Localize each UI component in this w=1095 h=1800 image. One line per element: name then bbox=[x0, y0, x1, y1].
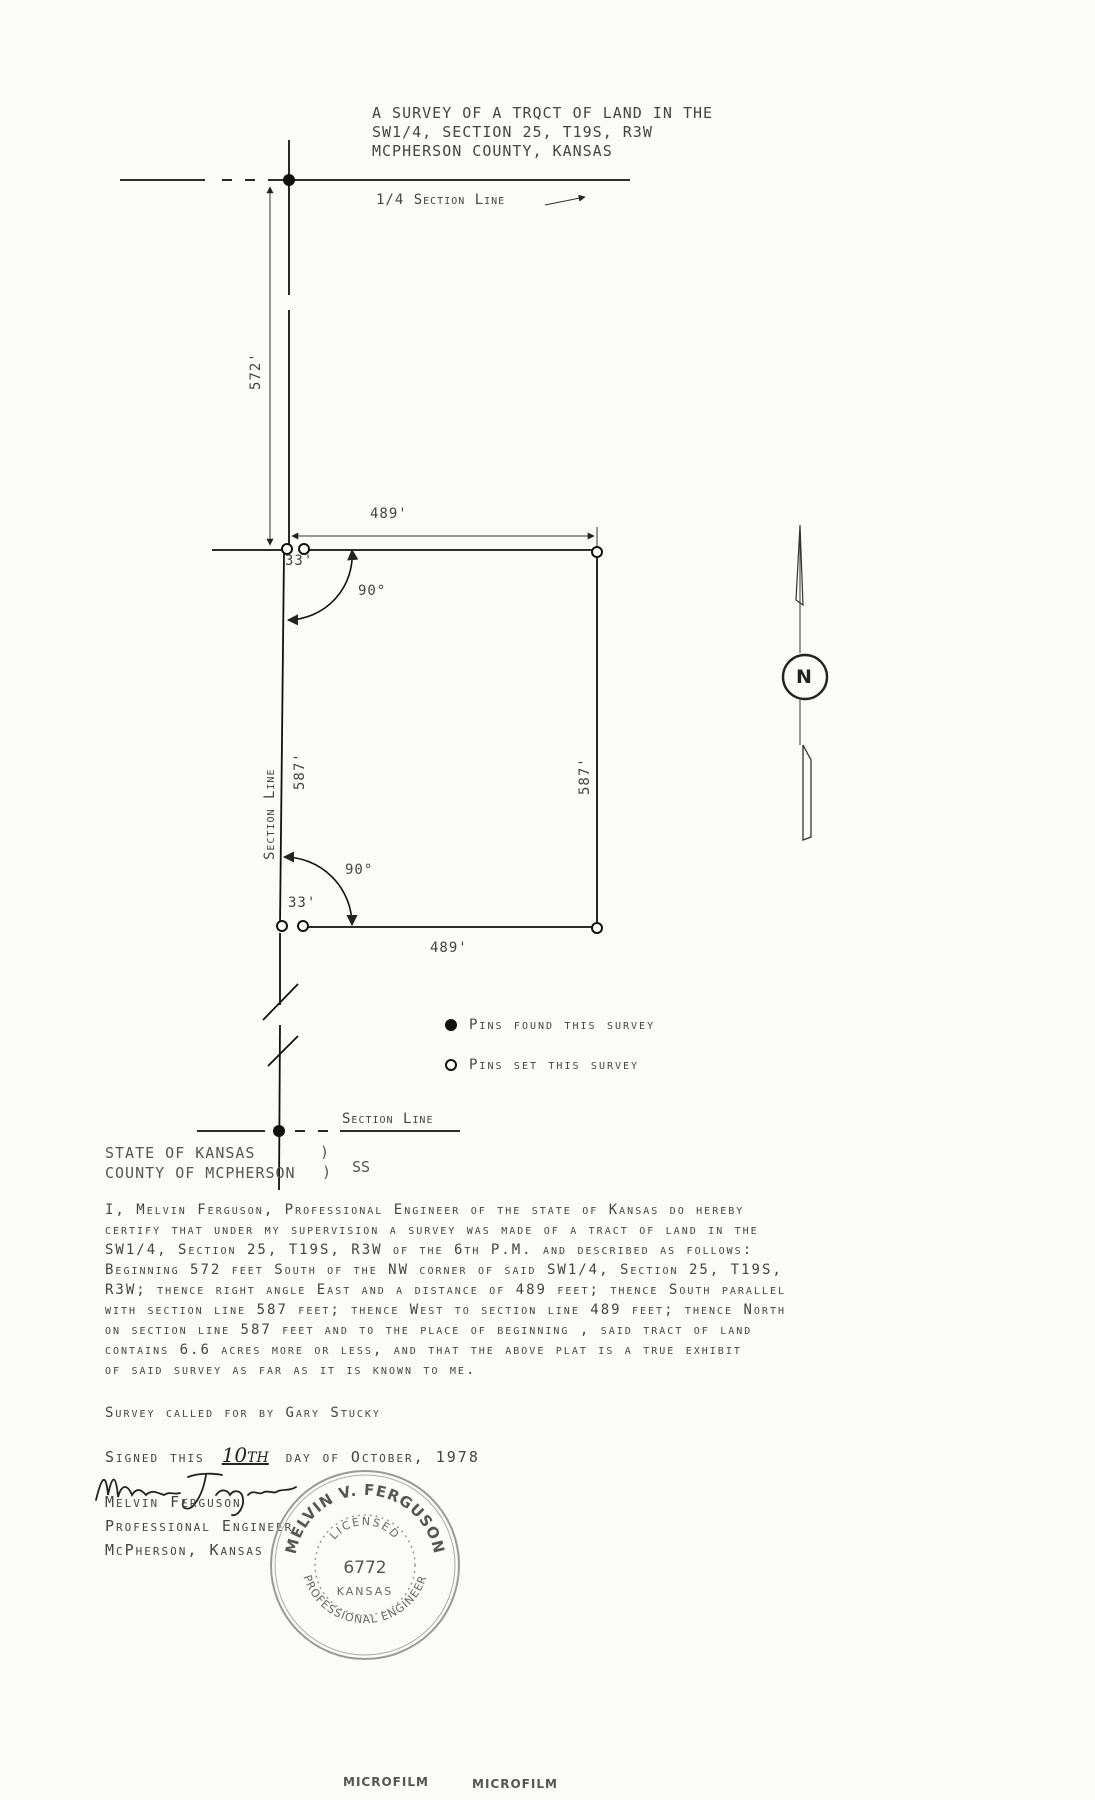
pin-set bbox=[298, 921, 308, 931]
dim-33-bottom-label: 33' bbox=[288, 895, 317, 911]
legend-found-label: Pins found this survey bbox=[469, 1017, 656, 1033]
dim-587-right-label: 587' bbox=[577, 757, 593, 795]
cert-line-1: I, Melvin Ferguson, Professional Engineer of the state of Kansas do hereby bbox=[105, 1202, 745, 1218]
section-line-vertical-label: Section Line bbox=[262, 768, 278, 860]
signed-day: 10th bbox=[221, 1443, 269, 1467]
pin-found bbox=[273, 1125, 285, 1137]
venue-block bbox=[105, 1143, 296, 1183]
angle-top-label: 90° bbox=[358, 583, 387, 599]
signer-city: McPherson, Kansas bbox=[105, 1541, 264, 1559]
quarter-section-line-label: 1/4 Section Line bbox=[376, 192, 506, 208]
title-line-1: A SURVEY OF A TRQCT OF LAND IN THE bbox=[372, 104, 714, 122]
dim-572-label: 572' bbox=[248, 352, 264, 390]
signer-name: Melvin Ferguson bbox=[105, 1493, 242, 1511]
cert-line-7: on section line 587 feet and to the place of beginning , said tract of land bbox=[105, 1322, 753, 1338]
engineer-seal bbox=[265, 1465, 465, 1665]
pin-set-icon bbox=[445, 1059, 457, 1071]
venue-paren-1: ) bbox=[320, 1143, 330, 1161]
seal-licensed: LICENSED bbox=[326, 1514, 403, 1543]
pin-set bbox=[277, 921, 287, 931]
signed-prefix: Signed this bbox=[105, 1448, 205, 1466]
break-mark bbox=[268, 1036, 298, 1066]
cert-line-9: of said survey as far as it is known to me. bbox=[105, 1362, 477, 1378]
angle-arc-bottom bbox=[284, 857, 352, 925]
venue-state: STATE OF KANSAS bbox=[105, 1144, 256, 1162]
signer-title: Professional Engineer bbox=[105, 1517, 294, 1535]
section-line-tract bbox=[280, 553, 284, 925]
legend bbox=[445, 1017, 655, 1073]
seal-name: MELVIN V. FERGUSON bbox=[281, 1480, 449, 1556]
microfilm-stamp-right: MICROFILM bbox=[472, 1777, 558, 1791]
legend-set bbox=[445, 1057, 655, 1073]
venue-paren-2: ) bbox=[322, 1163, 332, 1181]
cert-line-5: R3W; thence right angle East and a distance of 489 feet; thence South parallel bbox=[105, 1282, 786, 1298]
seal-profession: PROFESSIONAL ENGINEER bbox=[300, 1573, 430, 1627]
cert-line-4: Beginning 572 feet South of the NW corner of said SW1/4, Section 25, T19S, bbox=[105, 1262, 783, 1278]
cert-line-6: with section line 587 feet; thence West to section line 489 feet; thence North bbox=[105, 1302, 786, 1318]
pin-found bbox=[283, 174, 295, 186]
pin-set bbox=[592, 923, 602, 933]
angle-bottom-label: 90° bbox=[345, 862, 374, 878]
title-line-3: MCPHERSON COUNTY, KANSAS bbox=[372, 142, 613, 160]
venue-ss: SS bbox=[352, 1158, 371, 1176]
svg-text:PROFESSIONAL ENGINEER bbox=[300, 1573, 429, 1626]
dim-587-left-label: 587' bbox=[292, 752, 308, 790]
cert-line-2: certify that under my supervision a survey was made of a tract of land in the bbox=[105, 1222, 759, 1238]
legend-set-label: Pins set this survey bbox=[469, 1057, 640, 1073]
svg-text:LICENSED bbox=[327, 1515, 403, 1542]
dim-33-top-label: 33' bbox=[285, 553, 314, 569]
cert-line-3: SW1/4, Section 25, T19S, R3W of the 6th P.M. and described as follows: bbox=[105, 1242, 754, 1258]
dim-489-bottom-label: 489' bbox=[430, 940, 468, 956]
seal-state: KANSAS bbox=[336, 1585, 394, 1598]
microfilm-stamp-left: MICROFILM bbox=[343, 1775, 429, 1789]
cert-line-8: contains 6.6 acres more or less, and that the above plat is a true exhibit bbox=[105, 1342, 742, 1358]
title-line-2: SW1/4, SECTION 25, T19S, R3W bbox=[372, 123, 653, 141]
section-line-bottom-label: Section Line bbox=[342, 1111, 434, 1127]
pin-set bbox=[592, 547, 602, 557]
called-for: Survey called for by Gary Stucky bbox=[105, 1405, 381, 1421]
quarter-line-leader bbox=[545, 197, 585, 205]
dim-489-top-label: 489' bbox=[370, 506, 408, 522]
seal-number: 6772 bbox=[343, 1558, 387, 1578]
north-label: N bbox=[796, 666, 812, 688]
pin-found-icon bbox=[445, 1019, 457, 1031]
venue-county: COUNTY OF MCPHERSON bbox=[105, 1164, 296, 1182]
signed-suffix: day of October, 1978 bbox=[285, 1448, 480, 1466]
legend-found bbox=[445, 1017, 655, 1033]
certification-text bbox=[105, 1200, 955, 1380]
